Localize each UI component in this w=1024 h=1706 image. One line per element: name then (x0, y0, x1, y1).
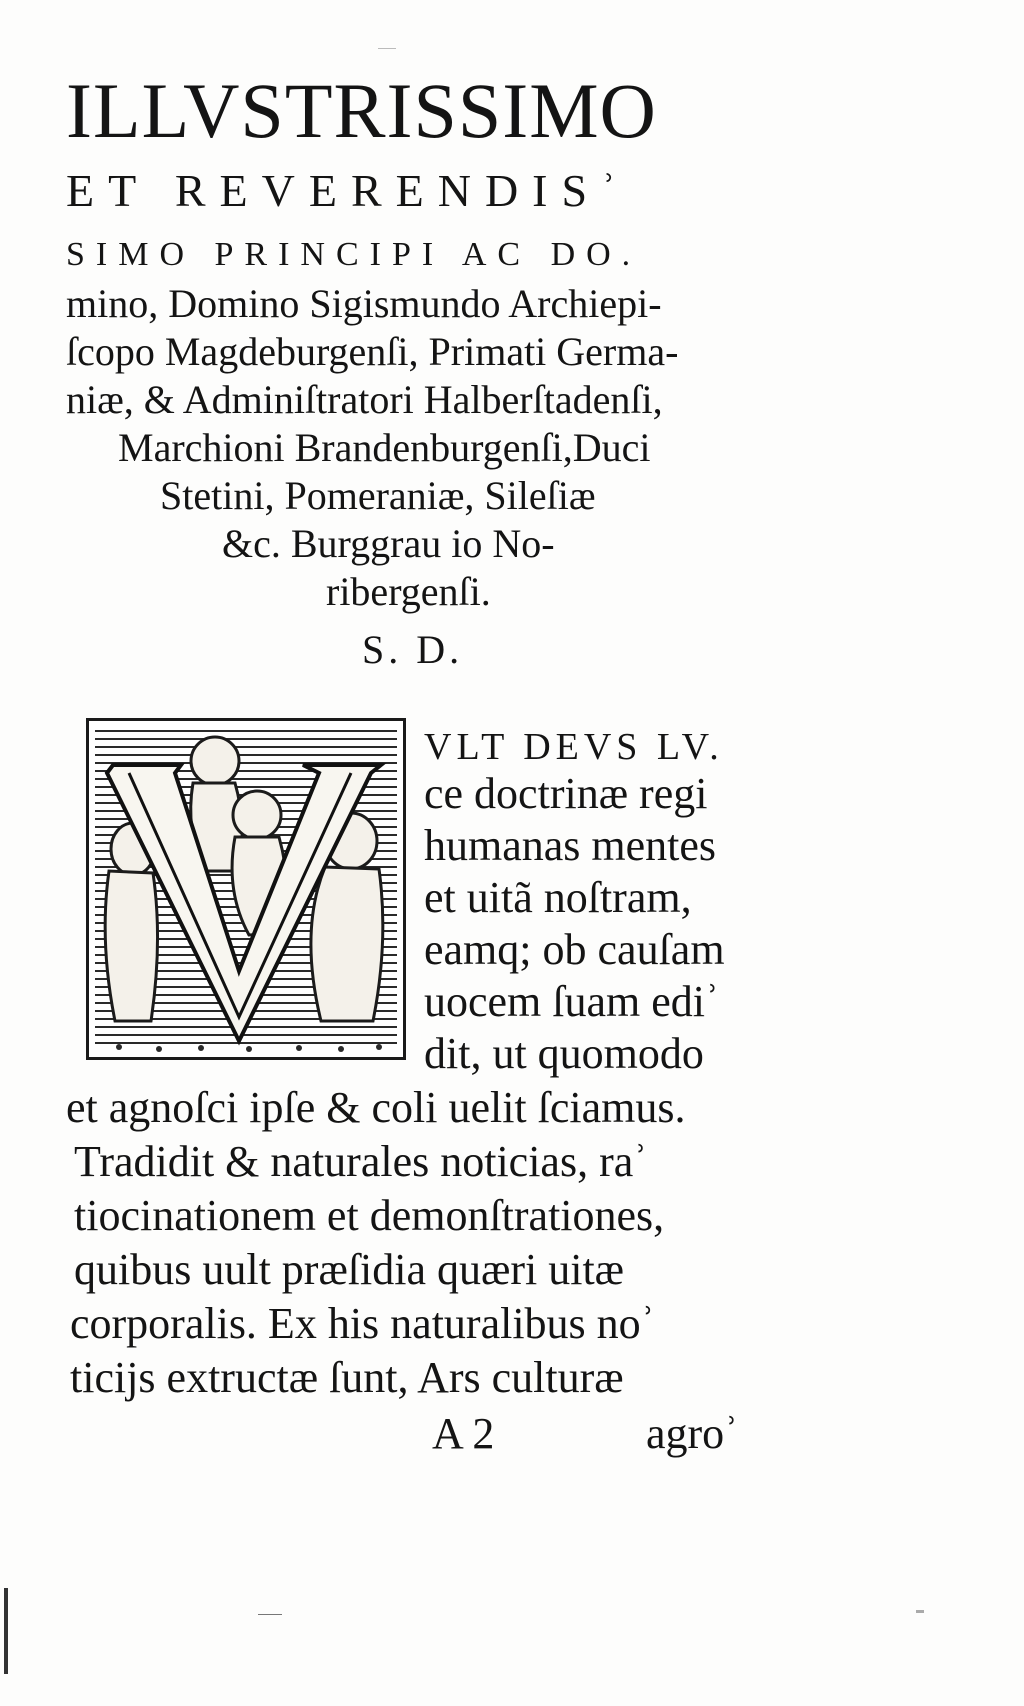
opening-line: uocem ſuam ediʾ (424, 977, 720, 1026)
opening-line: et uitã noſtram, (424, 873, 692, 922)
salutation: S. D. (362, 627, 464, 672)
decorated-initial (86, 718, 406, 1060)
dedication-line: Marchioni Brandenburgenſi,Duci (118, 425, 651, 470)
scan-edge-mark (4, 1588, 8, 1674)
opening-line: humanas mentes (424, 821, 717, 870)
heading-line-2: ET REVERENDISʾ (66, 165, 631, 216)
catchword: agroʾ (646, 1409, 739, 1458)
dedication-line: mino, Domino Sigismundo Archiepi- (66, 281, 662, 326)
dedication-line: ribergenſi. (326, 569, 491, 614)
decorated-initial-woodcut (89, 721, 403, 1057)
heading-line-3: SIMO PRINCIPI AC DO. (66, 236, 642, 273)
dedication-line: ſcopo Magdeburgenſi, Primati Germa- (66, 329, 679, 374)
body-line: quibus uult præſidia quæri uitæ (74, 1245, 625, 1294)
dedication-line: Stetini, Pomeraniæ, Sileſiæ (160, 473, 596, 518)
paper-speck (378, 48, 396, 49)
opening-line: ce doctrinæ regi (424, 769, 708, 818)
opening-line: dit, ut quomodo (424, 1029, 704, 1078)
body-line: et agnoſci ipſe & coli uelit ſciamus. (66, 1083, 686, 1132)
opening-line: VLT DEVS LV. (424, 726, 724, 768)
body-line: corporalis. Ex his naturalibus noʾ (70, 1299, 656, 1348)
paper-speck (916, 1610, 924, 1613)
body-line: ticijs extructæ ſunt, Ars culturæ (70, 1353, 624, 1402)
signature-mark: A 2 (432, 1409, 495, 1458)
paper-speck (258, 1614, 282, 1615)
dedication-title: ILLVSTRISSIMO (66, 67, 657, 154)
body-line: Tradidit & naturales noticias, raʾ (74, 1137, 648, 1186)
body-line: tiocinationem et demonſtrationes, (74, 1191, 665, 1240)
dedication-line: niæ, & Adminiſtratori Halberſtadenſi, (66, 377, 663, 422)
dedication-line: &c. Burggrau io No- (222, 521, 555, 566)
opening-line: eamq; ob cauſam (424, 925, 725, 974)
